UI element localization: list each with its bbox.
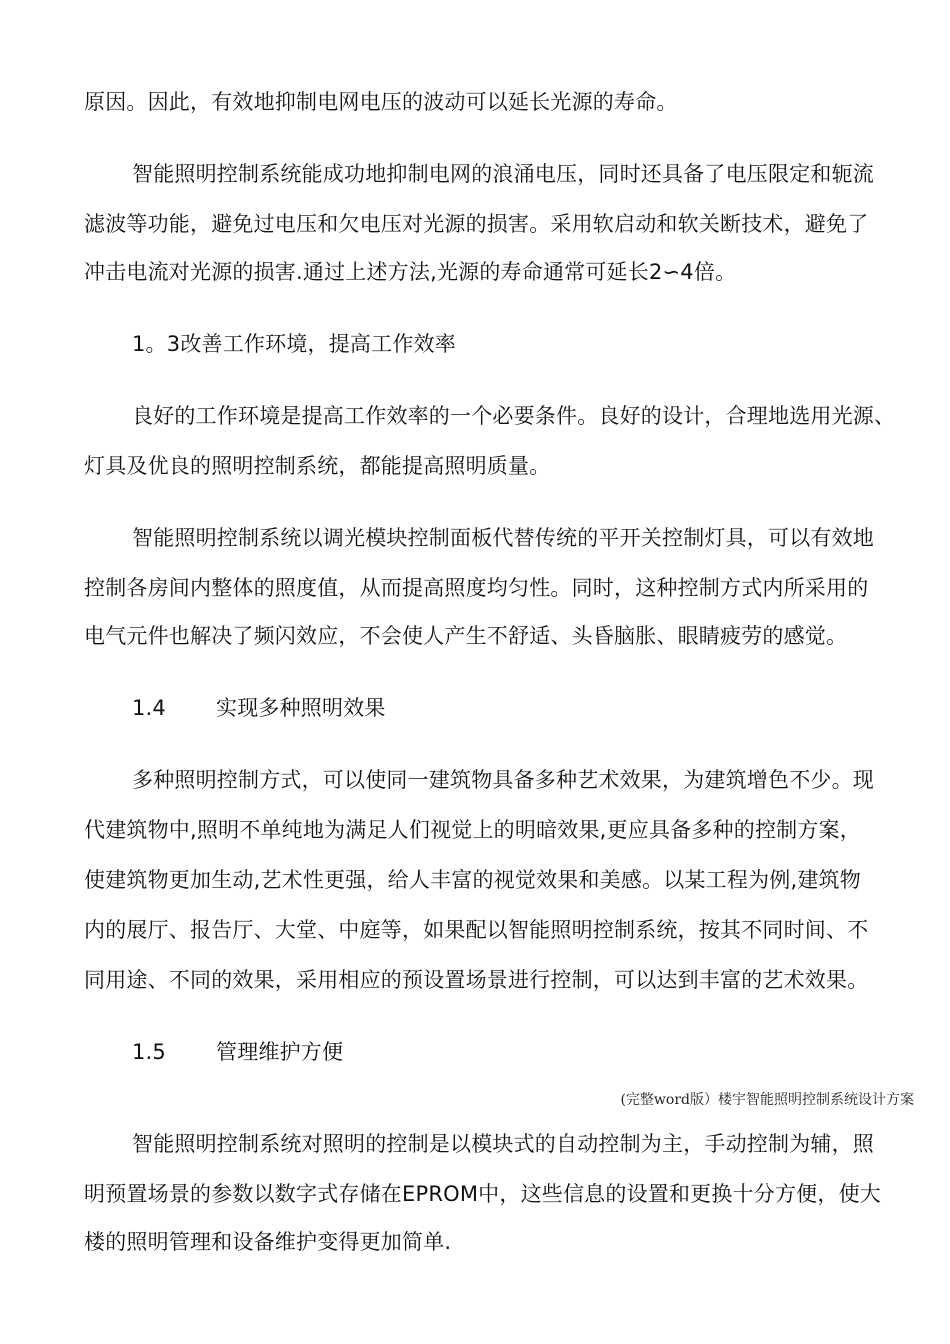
paragraph-6-line-1: 智能照明控制系统对照明的控制是以模块式的自动控制为主，手动控制为辅，照	[132, 1132, 874, 1156]
paragraph-6-line-3: 楼的照明管理和设备维护变得更加简单.	[84, 1230, 452, 1254]
paragraph-3-line-1: 良好的工作环境是提高工作效率的一个必要条件。良好的设计，合理地选用光源、	[132, 404, 896, 428]
paragraph-5-line-3: 使建筑物更加生动,艺术性更强，给人丰富的视觉效果和美感。以某工程为例,建筑物	[84, 868, 861, 892]
paragraph-6-line-2: 明预置场景的参数以数字式存储在EPROM中，这些信息的设置和更换十分方便，使大	[84, 1182, 881, 1206]
section-heading-1-3: 1。3改善工作环境，提高工作效率	[132, 332, 456, 356]
section-title: 管理维护方便	[216, 1040, 344, 1064]
section-heading-1-5	[132, 1038, 343, 1066]
paragraph-5-line-4: 内的展厅、报告厅、大堂、中庭等，如果配以智能照明控制系统，按其不同时间、不	[84, 918, 869, 942]
paragraph-5-line-5: 同用途、不同的效果，采用相应的预设置场景进行控制，可以达到丰富的艺术效果。	[84, 968, 869, 992]
paragraph-2-line-3: 冲击电流对光源的损害.通过上述方法,光源的寿命通常可延长2∽4倍。	[84, 260, 737, 284]
paragraph-3-line-2: 灯具及优良的照明控制系统，都能提高照明质量。	[84, 454, 551, 478]
section-title: 实现多种照明效果	[216, 696, 386, 720]
paragraph-2-line-2: 滤波等功能，避免过电压和欠电压对光源的损害。采用软启动和软关断技术，避免了	[84, 212, 869, 236]
paragraph-4-line-1: 智能照明控制系统以调光模块控制面板代替传统的平开关控制灯具，可以有效地	[132, 526, 874, 550]
paragraph-4-line-3: 电气元件也解决了频闪效应，不会使人产生不舒适、头昏脑胀、眼睛疲劳的感觉。	[84, 624, 848, 648]
paragraph-2-line-1: 智能照明控制系统能成功地抑制电网的浪涌电压，同时还具备了电压限定和轭流	[132, 162, 874, 186]
section-number: 1.5	[132, 1040, 166, 1064]
running-header: (完整word版）楼宇智能照明控制系统设计方案	[620, 1092, 914, 1108]
paragraph-1-line-1: 原因。因此，有效地抑制电网电压的波动可以延长光源的寿命。	[84, 90, 678, 114]
section-number: 1.4	[132, 696, 166, 720]
paragraph-5-line-2: 代建筑物中,照明不单纯地为满足人们视觉上的明暗效果,更应具备多种的控制方案，	[84, 818, 861, 842]
paragraph-5-line-1: 多种照明控制方式，可以使同一建筑物具备多种艺术效果，为建筑增色不少。现	[132, 768, 874, 792]
section-heading-1-4	[132, 694, 386, 722]
paragraph-4-line-2: 控制各房间内整体的照度值，从而提高照度均匀性。同时，这种控制方式内所采用的	[84, 576, 869, 600]
